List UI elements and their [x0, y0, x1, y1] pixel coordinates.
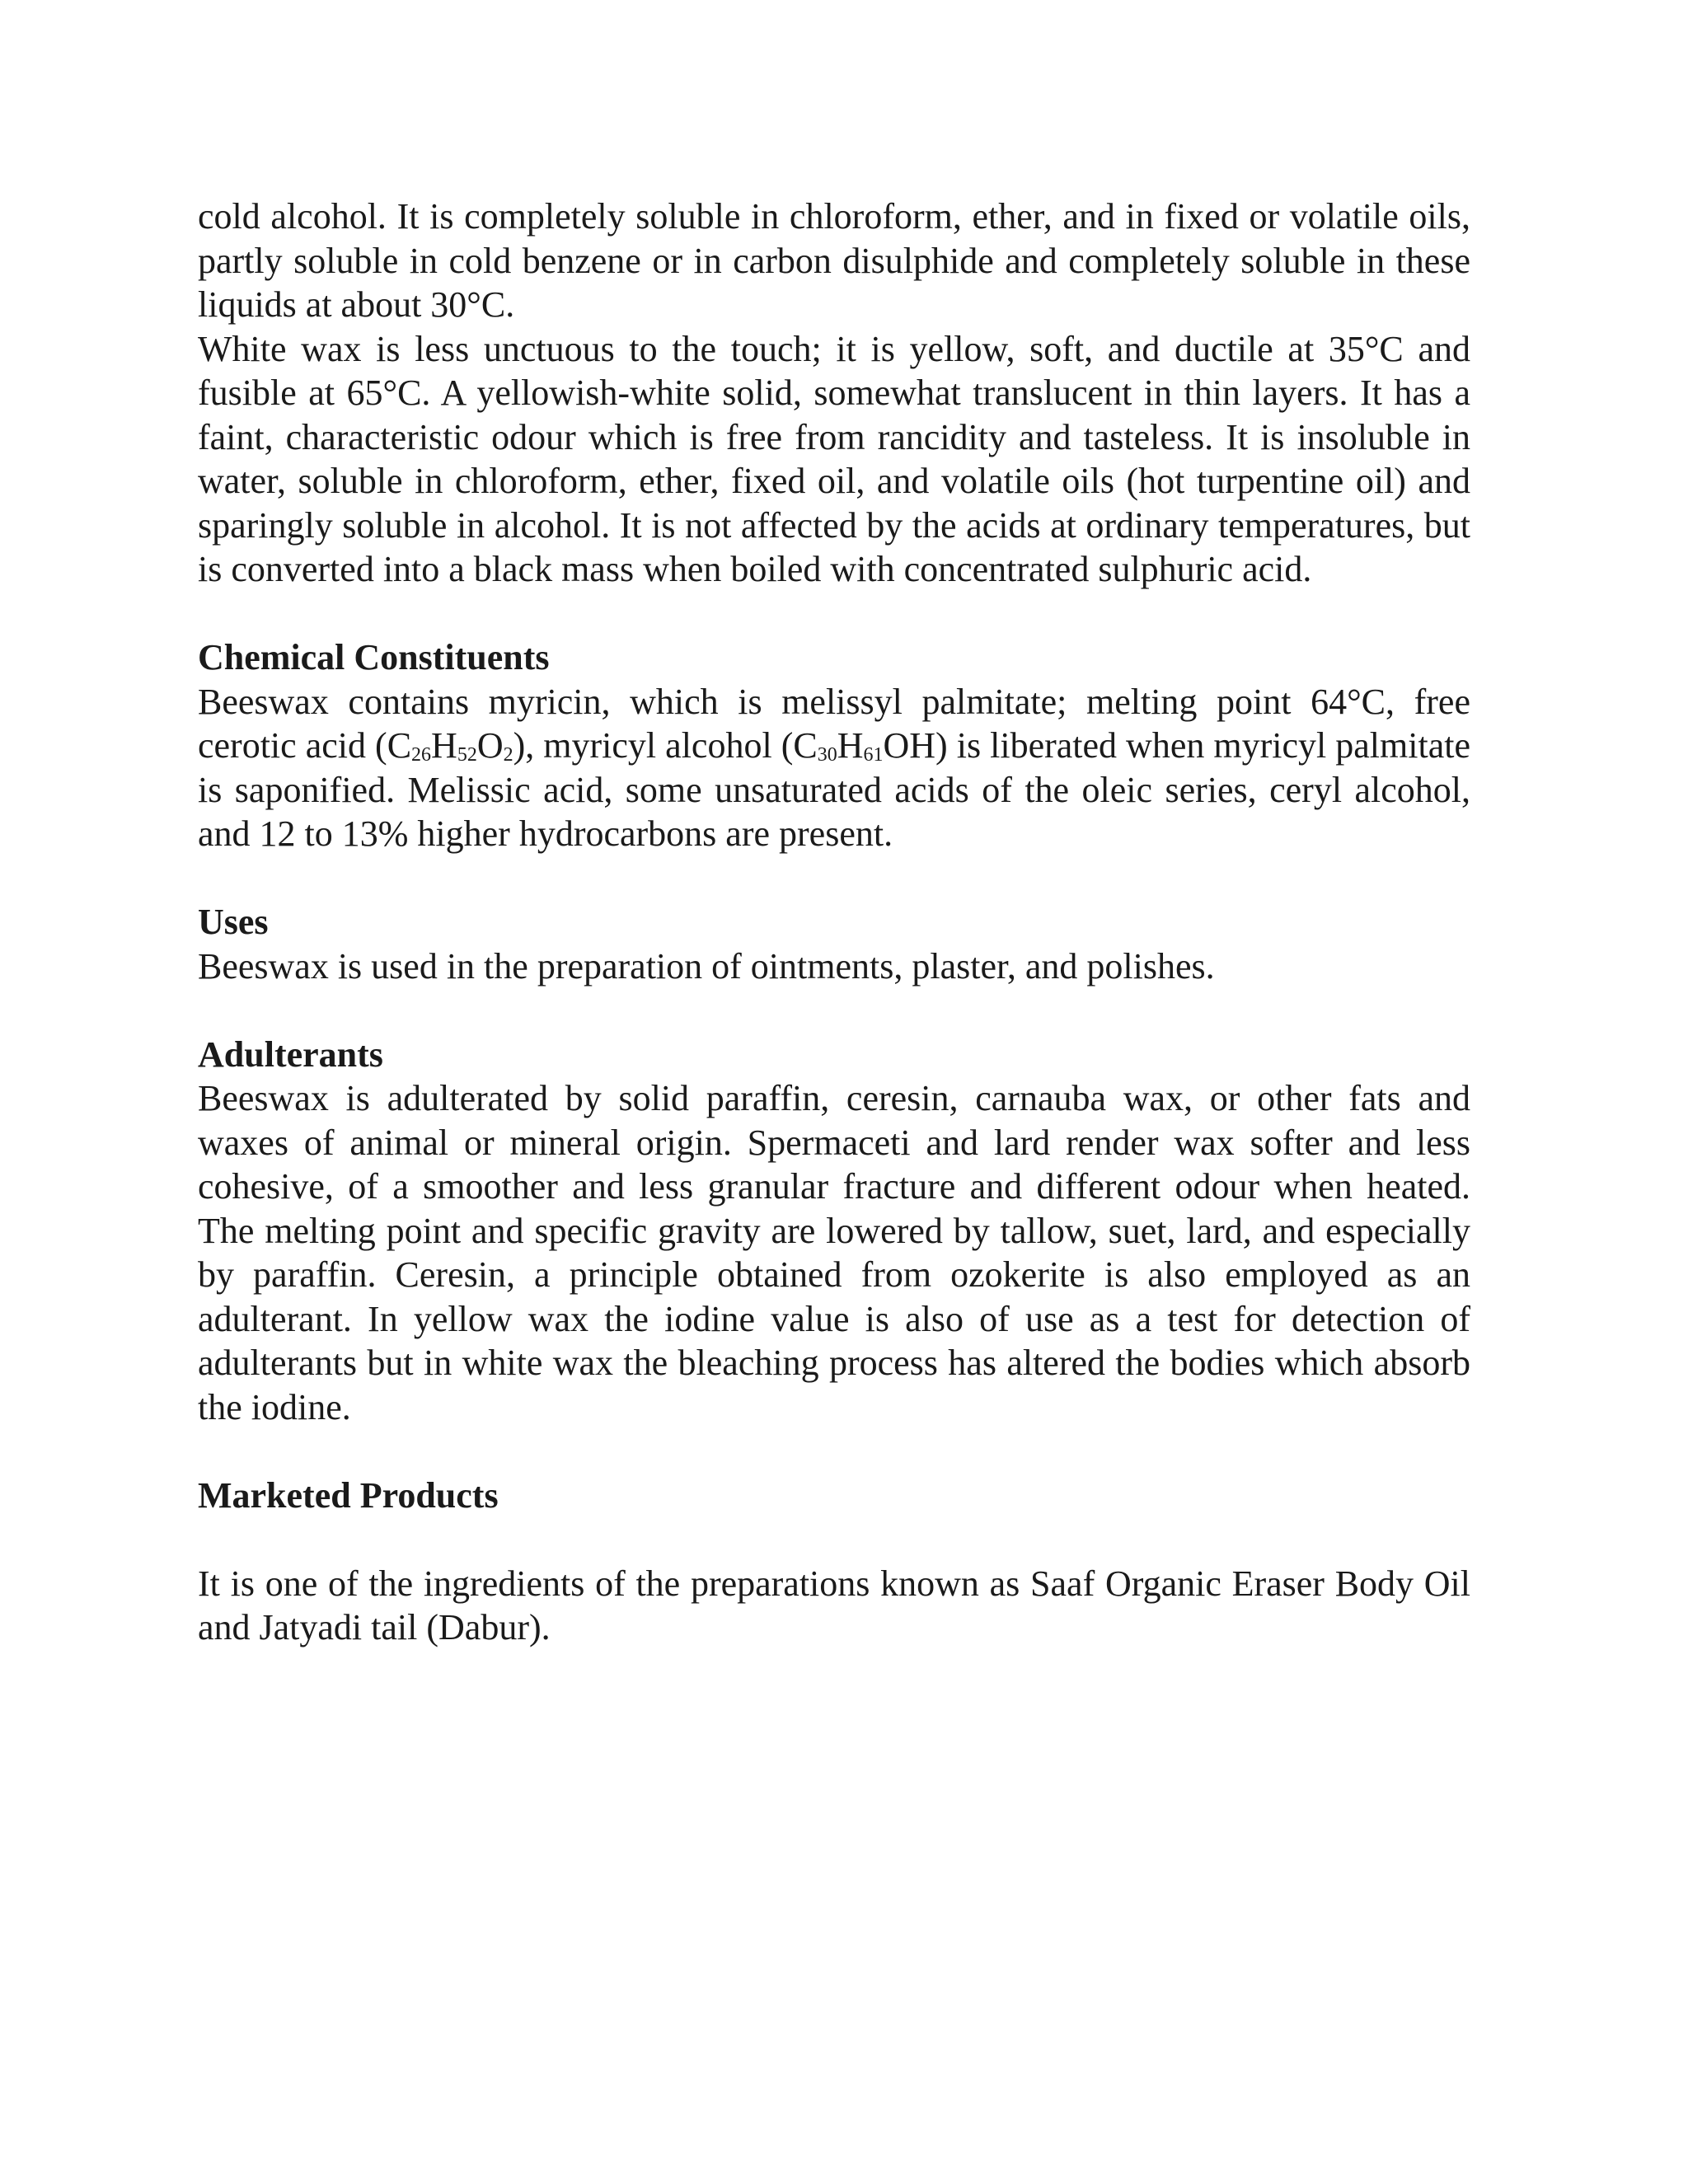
- uses-paragraph: Beeswax is used in the preparation of ointments, plaster, and polishes.: [198, 945, 1215, 987]
- chemical-text-part: ), myricyl alcohol (C: [513, 725, 818, 766]
- chemical-text-part: H: [431, 725, 457, 766]
- heading-uses: Uses: [198, 902, 269, 942]
- document-body: [198, 194, 1470, 1650]
- intro-paragraph-white-wax: White wax is less unctuous to the touch; it is yellow, soft, and ductile at 35°C and fusible at 65°C. A yellowish-white solid, somewhat translucent in thin layers. It has a faint, characteristic odour which is free from rancidity and tasteless. It is insoluble in water, soluble in chloroform, ether, fixed oil, and volatile oils (hot turpentine oil) and sparingly soluble in alcohol. It is not affected by the acids at ordinary temperatures, but is converted into a black mass when boiled with concentrated sulphuric acid.: [198, 328, 1470, 589]
- chemical-subscript: 2: [503, 744, 513, 766]
- chemical-subscript: 30: [817, 744, 837, 766]
- chemical-text-part: OH) is liberated when myricyl palmitate is saponified. Melissic acid, some unsaturated acids of the oleic series, ceryl alcohol, and 12 to 13% higher hydrocarbons are present.: [198, 725, 1470, 854]
- heading-marketed-products: Marketed Products: [198, 1474, 499, 1516]
- heading-adulterants: Adulterants: [198, 1033, 383, 1075]
- adulterants-paragraph: Beeswax is adulterated by solid paraffin, ceresin, carnauba wax, or other fats and waxes of animal or mineral origin. Spermaceti and lard render wax softer and less cohesive, of a smoother and less granular fracture and different odour when heated. The melting point and specific gravity are lowered by tallow, suet, lard, and especially by paraffin. Ceresin, a principle obtained from ozokerite is also employed as an adulterant. In yellow wax the iodine value is also of use as a test for detection of adulterants but in white wax the bleaching process has altered the bodies which absorb the iodine.: [198, 1078, 1470, 1427]
- section-chemical-constituents: [198, 635, 1470, 856]
- section-marketed-products: [198, 1474, 1470, 1650]
- section-uses: [198, 900, 1470, 988]
- spacer: [198, 1517, 1470, 1562]
- chemical-text-part: H: [837, 725, 864, 766]
- intro-paragraph-solubility: cold alcohol. It is completely soluble in chloroform, ether, and in fixed or volatile oils, partly soluble in cold benzene or in carbon disulphide and completely soluble in these liquids at about 30°C.: [198, 196, 1470, 325]
- section-adulterants: [198, 1033, 1470, 1430]
- marketed-products-paragraph: It is one of the ingredients of the preparations known as Saaf Organic Eraser Body Oil and Jatyadi tail (Dabur).: [198, 1563, 1470, 1647]
- chemical-text-part: Beeswax contains myricin, which is melissyl palmitate; melting point 64°C, free cerotic acid (C: [198, 681, 1470, 766]
- chemical-constituents-paragraph: [198, 680, 1470, 856]
- heading-chemical-constituents: Chemical Constituents: [198, 637, 550, 677]
- chemical-subscript: 52: [457, 744, 477, 766]
- chemical-subscript: 61: [863, 744, 884, 766]
- chemical-subscript: 26: [411, 744, 432, 766]
- chemical-text-part: O: [476, 725, 504, 766]
